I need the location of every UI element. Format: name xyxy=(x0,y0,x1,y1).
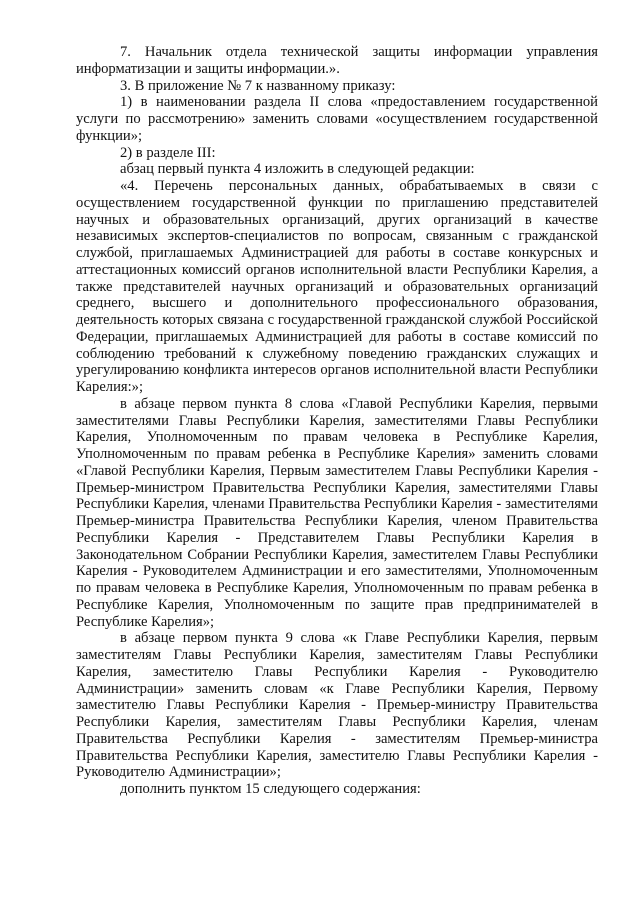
paragraph-item-4-text: «4. Перечень персональных данных, обрабатываемых в связи с осуществлением государственной функции по приглашению представителей научных и образовательных организаций, других организаций в качестве независимых экспертов-специалистов по вопросам, связанным с гражданской службой, приглашаемых Администрацией для работы в составе конкурсных и аттестационных комиссий органов исполнительной власти Республики Карелия, а также представителей научных организаций и образовательных организаций среднего, высшего и дополнительного профессионального образования, деятельность которых связана с государственной гражданской службой Российской Федерации, приглашаемых Администрацией для работы в составе комиссий по соблюдению требований к служебному поведению гражданских служащих и урегулированию конфликта интересов органов исполнительной власти Республики Карелия:»; xyxy=(76,178,598,395)
paragraph-item-8: в абзаце первом пункта 8 слова «Главой Республики Карелия, первыми заместителями Главы Республики Карелия, заместителями Главы Республики Карелия, Уполномоченным по правам человека в Республике Карелия, Уполномоченным по правам ребенка в Республике Карелия» заменить словами «Главой Республики Карелия, Первым заместителем Главы Республики Карелия - Премьер-министром Правительства Республики Карелия, заместителями Главы Республики Карелия, членами Правительства Республики Карелия - заместителями Премьер-министра Правительства Республики Карелия, членом Правительства Республики Карелия - Представителем Главы Республики Карелия в Законодательном Собрании Республики Карелия, заместителем Главы Республики Карелия - Руководителем Администрации и его заместителями, Уполномоченным по правам человека в Республике Карелия, Уполномоченным по правам ребенка в Республике Карелия, Уполномоченным по защите прав предпринимателей в Республике Карелия»; xyxy=(76,395,598,630)
paragraph-section-2-title: 1) в наименовании раздела II слова «предоставлением государственной услуги по рассмотрению» заменить словами «осуществлением государственной функции»; xyxy=(76,94,598,144)
paragraph-section-3: 2) в разделе III: xyxy=(120,144,216,161)
paragraph-item-7: 7. Начальник отдела технической защиты информации управления информатизации и защиты информации.». xyxy=(76,44,598,77)
paragraph-item-9: в абзаце первом пункта 9 слова «к Главе Республики Карелия, первым заместителям Главы Республики Карелия, заместителям Главы Республики Карелия, заместителю Главы Республики Карелия - Руководителю Администрации» заменить словам «к Главе Республики Карелия, Первому заместителю Главы Республики Карелия - Премьер-министру Правительства Республики Карелия, заместителям Главы Республики Карелия, членам Правительства Республики Карелия - заместителям Премьер-министра Правительства Республики Карелия, заместителю Главы Республики Карелия - Руководителю Администрации»; xyxy=(76,630,598,781)
document-body xyxy=(76,44,598,798)
paragraph-appendix-7: 3. В приложение № 7 к названному приказу: xyxy=(120,77,396,94)
paragraph-item-15-intro: дополнить пунктом 15 следующего содержания: xyxy=(120,781,421,797)
paragraph-item-4-intro: абзац первый пункта 4 изложить в следующей редакции: xyxy=(120,161,475,178)
